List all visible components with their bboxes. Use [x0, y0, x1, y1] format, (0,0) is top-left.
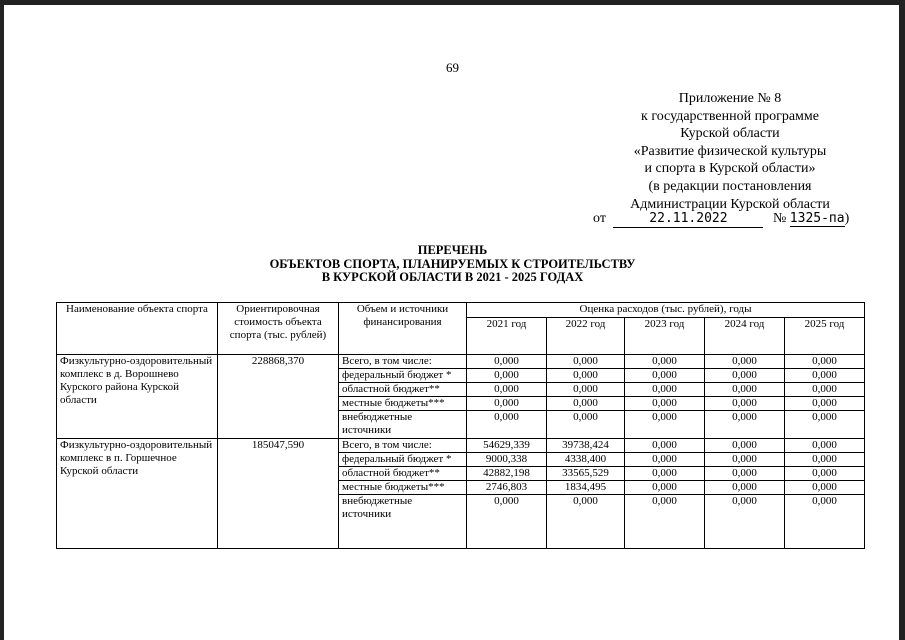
header-estimate: Оценка расходов (тыс. рублей), годы	[467, 303, 865, 318]
value-cell: 0,000	[467, 411, 547, 439]
value-cell: 0,000	[785, 369, 865, 383]
value-cell: 0,000	[785, 439, 865, 453]
funding-source: федеральный бюджет *	[339, 369, 467, 383]
value-cell: 0,000	[705, 453, 785, 467]
title-line: ПЕРЕЧЕНЬ	[417, 243, 488, 257]
value-cell: 0,000	[785, 481, 865, 495]
value-cell: 0,000	[785, 397, 865, 411]
object-cost: 185047,590	[218, 439, 339, 549]
appendix-line: «Развитие физической культуры	[633, 143, 827, 159]
appendix-line: к государственной программе	[641, 108, 819, 124]
value-cell: 0,000	[547, 383, 625, 397]
header-year: 2025 год	[785, 318, 865, 355]
scan-border-top	[0, 0, 905, 5]
number-prefix: №	[772, 211, 787, 226]
value-cell: 0,000	[705, 467, 785, 481]
value-cell: 0,000	[625, 453, 705, 467]
scan-border-right	[899, 0, 905, 640]
funding-source: внебюджетные источники	[339, 411, 467, 439]
funding-source: местные бюджеты***	[339, 397, 467, 411]
value-cell: 0,000	[625, 467, 705, 481]
value-cell: 0,000	[547, 355, 625, 369]
value-cell: 0,000	[547, 411, 625, 439]
funding-source: внебюджетные источники	[339, 495, 467, 549]
funding-source: областной бюджет**	[339, 467, 467, 481]
value-cell: 0,000	[625, 383, 705, 397]
funding-source: федеральный бюджет *	[339, 453, 467, 467]
value-cell: 0,000	[547, 397, 625, 411]
appendix-line: (в редакции постановления	[648, 178, 812, 194]
resolution-date-row	[593, 211, 849, 228]
value-cell: 54629,339	[467, 439, 547, 453]
header-name: Наименование объекта спорта	[57, 303, 218, 355]
funding-source: местные бюджеты***	[339, 481, 467, 495]
title-line: ОБЪЕКТОВ СПОРТА, ПЛАНИРУЕМЫХ К СТРОИТЕЛЬСТВУ	[269, 256, 636, 271]
value-cell: 1834,495	[547, 481, 625, 495]
header-year: 2021 год	[467, 318, 547, 355]
resolution-date: 22.11.2022	[613, 211, 763, 228]
value-cell: 0,000	[625, 411, 705, 439]
value-cell: 0,000	[467, 397, 547, 411]
value-cell: 9000,338	[467, 453, 547, 467]
table-row	[57, 439, 865, 453]
header-cost: Ориентировочная стоимость объекта спорта (тыс. рублей)	[218, 303, 339, 355]
appendix-line: Приложение № 8	[678, 91, 782, 106]
value-cell: 0,000	[785, 495, 865, 549]
value-cell: 0,000	[467, 355, 547, 369]
funding-source: Всего, в том числе:	[339, 439, 467, 453]
value-cell: 0,000	[705, 439, 785, 453]
value-cell: 0,000	[625, 495, 705, 549]
value-cell: 0,000	[705, 355, 785, 369]
value-cell: 0,000	[705, 383, 785, 397]
value-cell: 0,000	[625, 439, 705, 453]
value-cell: 0,000	[625, 481, 705, 495]
funding-source: Всего, в том числе:	[339, 355, 467, 369]
value-cell: 0,000	[625, 369, 705, 383]
header-sources: Объем и источники финансирования	[339, 303, 467, 355]
object-name: Физкультурно-оздоровительный комплекс в д. Ворошнево Курского района Курской области	[57, 355, 218, 439]
object-cost: 228868,370	[218, 355, 339, 439]
closing-paren: )	[844, 211, 850, 226]
value-cell: 0,000	[705, 495, 785, 549]
scan-border-left	[0, 0, 4, 640]
value-cell: 4338,400	[547, 453, 625, 467]
object-name: Физкультурно-оздоровительный комплекс в п. Горшечное Курской области	[57, 439, 218, 549]
value-cell: 0,000	[547, 495, 625, 549]
header-year: 2022 год	[547, 318, 625, 355]
appendix-line: Курской области	[680, 126, 780, 142]
value-cell: 0,000	[705, 481, 785, 495]
title-line: В КУРСКОЙ ОБЛАСТИ В 2021 - 2025 ГОДАХ	[321, 270, 584, 284]
value-cell: 0,000	[785, 467, 865, 481]
value-cell: 0,000	[785, 411, 865, 439]
value-cell: 0,000	[467, 495, 547, 549]
value-cell: 0,000	[625, 355, 705, 369]
page-number: 69	[446, 60, 459, 75]
document-title	[0, 244, 905, 285]
date-prefix: от	[593, 211, 606, 226]
value-cell: 0,000	[547, 369, 625, 383]
value-cell: 0,000	[467, 383, 547, 397]
header-year: 2023 год	[625, 318, 705, 355]
value-cell: 0,000	[467, 369, 547, 383]
value-cell: 0,000	[785, 383, 865, 397]
value-cell: 0,000	[625, 397, 705, 411]
resolution-number: 1325-па	[789, 211, 845, 226]
value-cell: 0,000	[785, 453, 865, 467]
value-cell: 2746,803	[467, 481, 547, 495]
value-cell: 33565,529	[547, 467, 625, 481]
value-cell: 0,000	[705, 411, 785, 439]
value-cell: 0,000	[705, 397, 785, 411]
funding-source: областной бюджет**	[339, 383, 467, 397]
appendix-line: и спорта в Курской области»	[644, 161, 816, 177]
value-cell: 39738,424	[547, 439, 625, 453]
appendix-heading	[580, 90, 880, 213]
value-cell: 0,000	[785, 355, 865, 369]
appendix-line: Администрации Курской области	[630, 196, 830, 212]
value-cell: 42882,198	[467, 467, 547, 481]
table-row	[57, 355, 865, 369]
value-cell: 0,000	[705, 369, 785, 383]
sports-objects-table	[56, 302, 865, 549]
header-year: 2024 год	[705, 318, 785, 355]
